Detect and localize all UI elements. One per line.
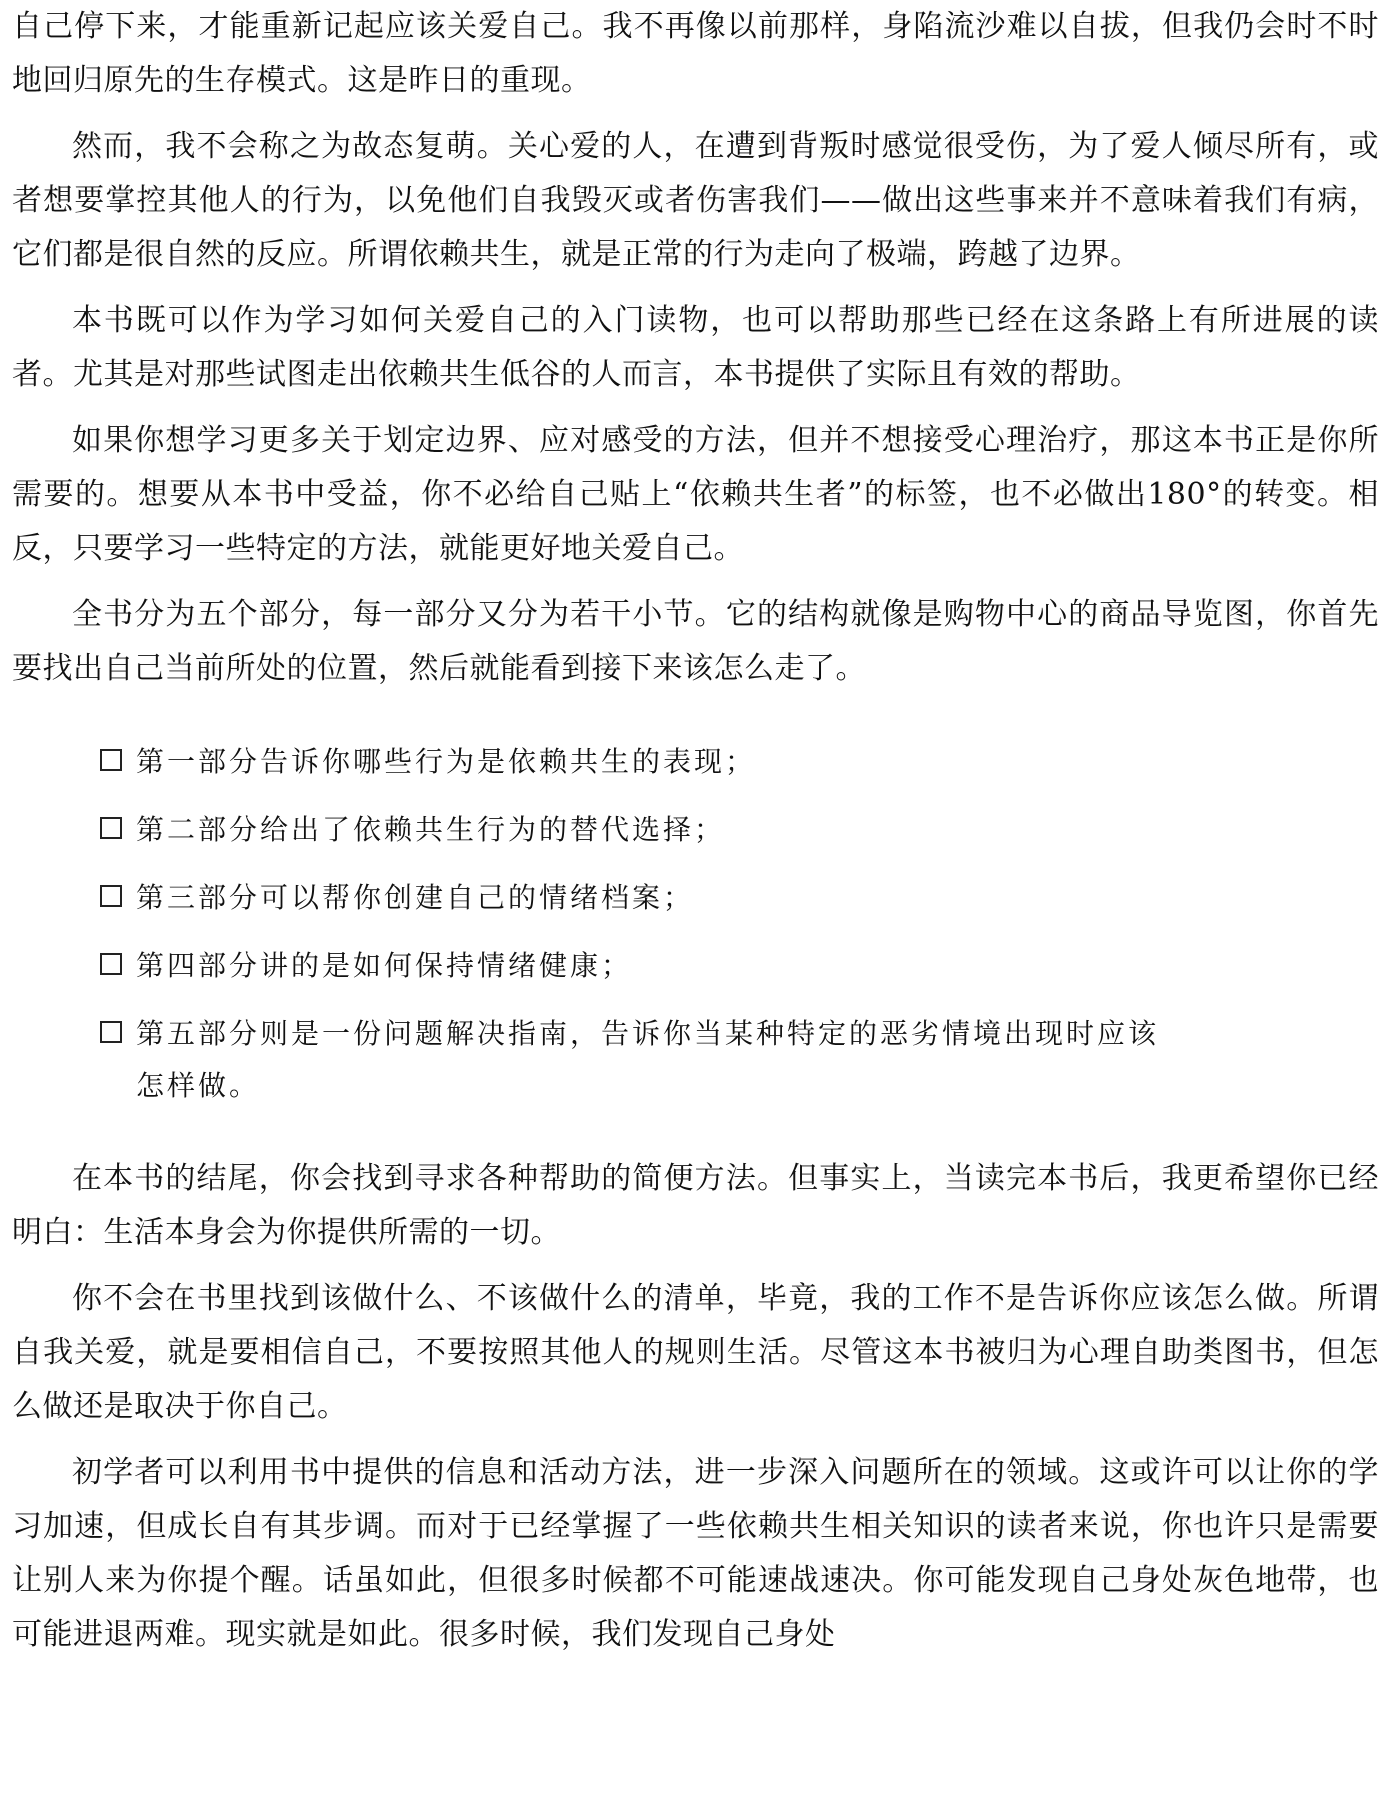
list-item: [0, 1008, 1391, 1112]
paragraph: 如果你想学习更多关于划定边界、应对感受的方法，但并不想接受心理治疗，那这本书正是你所需要的。想要从本书中受益，你不必给自己贴上“依赖共生者”的标签，也不必做出180°的转变。相反，只要学习一些特定的方法，就能更好地关爱自己。: [12, 423, 1379, 566]
paragraph: 初学者可以利用书中提供的信息和活动方法，进一步深入问题所在的领域。这或许可以让你的学习加速，但成长自有其步调。而对于已经掌握了一些依赖共生相关知识的读者来说，你也许只是需要让别人来为你提个醒。话虽如此，但很多时候都不可能速战速决。你可能发现自己身处灰色地带，也可能进退两难。现实就是如此。很多时候，我们发现自己身处: [12, 1455, 1379, 1652]
list-item-text: 第二部分给出了依赖共生行为的替代选择；: [136, 813, 726, 846]
list-item: [0, 940, 1391, 992]
list-item-text: 第四部分讲的是如何保持情绪健康；: [136, 949, 633, 982]
list-item-text: 第五部分则是一份问题解决指南，告诉你当某种特定的恶劣情境出现时应该怎样做。: [136, 1017, 1160, 1102]
parts-list: [0, 736, 1391, 1112]
paragraph: 在本书的结尾，你会找到寻求各种帮助的简便方法。但事实上，当读完本书后，我更希望你已经明白：生活本身会为你提供所需的一切。: [12, 1161, 1379, 1250]
paragraph: 然而，我不会称之为故态复萌。关心爱的人，在遭到背叛时感觉很受伤，为了爱人倾尽所有，或者想要掌控其他人的行为，以免他们自我毁灭或者伤害我们——做出这些事来并不意味着我们有病，它们都是很自然的反应。所谓依赖共生，就是正常的行为走向了极端，跨越了边界。: [12, 129, 1379, 272]
list-item: [0, 804, 1391, 856]
checkbox-square-icon: [100, 1021, 122, 1043]
paragraph: 本书既可以作为学习如何关爱自己的入门读物，也可以帮助那些已经在这条路上有所进展的读者。尤其是对那些试图走出依赖共生低谷的人而言，本书提供了实际且有效的帮助。: [12, 303, 1379, 392]
paragraph: 你不会在书里找到该做什么、不该做什么的清单，毕竟，我的工作不是告诉你应该怎么做。所谓自我关爱，就是要相信自己，不要按照其他人的规则生活。尽管这本书被归为心理自助类图书，但怎么做还是取决于你自己。: [12, 1281, 1379, 1424]
paragraph: 全书分为五个部分，每一部分又分为若干小节。它的结构就像是购物中心的商品导览图，你首先要找出自己当前所处的位置，然后就能看到接下来该怎么走了。: [12, 597, 1379, 686]
checkbox-square-icon: [100, 749, 122, 771]
list-item: [0, 736, 1391, 788]
checkbox-square-icon: [100, 953, 122, 975]
checkbox-square-icon: [100, 817, 122, 839]
list-item-text: 第一部分告诉你哪些行为是依赖共生的表现；: [136, 745, 757, 778]
list-item-text: 第三部分可以帮你创建自己的情绪档案；: [136, 881, 695, 914]
list-item: [0, 872, 1391, 924]
checkbox-square-icon: [100, 885, 122, 907]
paragraph: 自己停下来，才能重新记起应该关爱自己。我不再像以前那样，身陷流沙难以自拔，但我仍会时不时地回归原先的生存模式。这是昨日的重现。: [12, 9, 1379, 98]
